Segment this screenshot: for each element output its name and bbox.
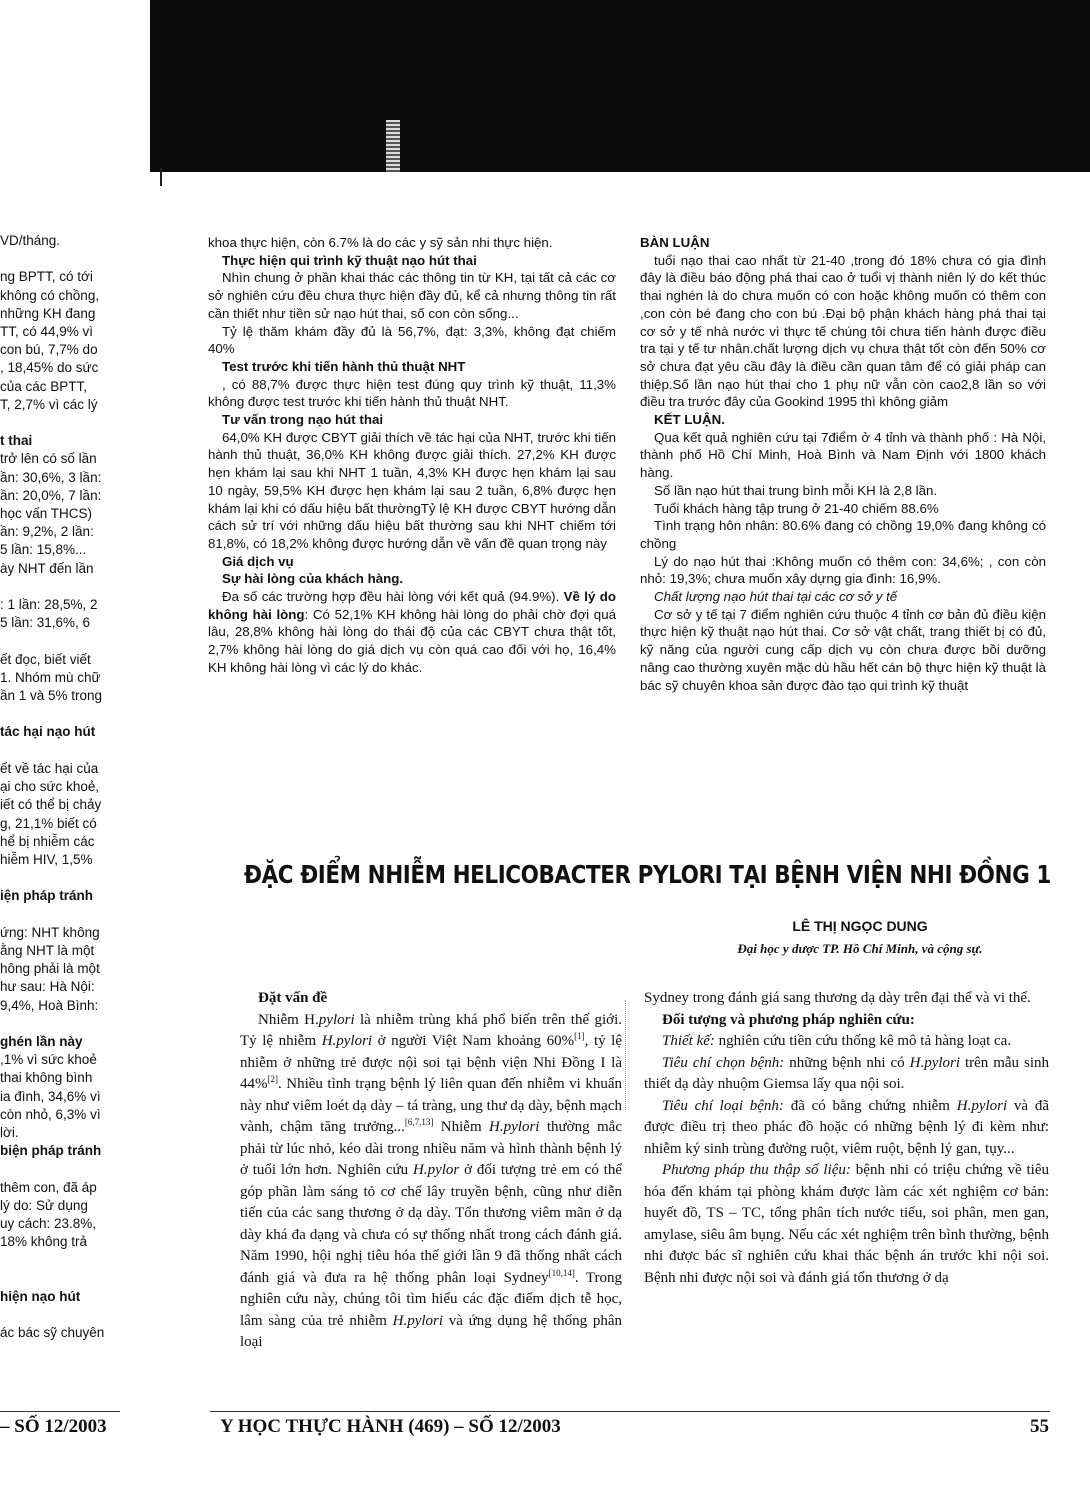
fragment-line: : 1 lần: 28,5%, 2 <box>0 597 98 613</box>
fragment-line <box>0 869 118 887</box>
fragment-line: ết về tác hại của <box>0 760 99 776</box>
fragment-line: ằng NHT là một <box>0 942 95 958</box>
fragment-line: ần: 20,0%, 7 lần: <box>0 487 102 503</box>
inclusion-paragraph: Tiêu chí chọn bệnh: những bệnh nhi có H.pylori trên mẫu sinh thiết dạ dày nhuộm Giemsa lấy qua nội soi. <box>644 1054 1049 1092</box>
fragment-line <box>0 1251 118 1269</box>
fragment-line: 1. Nhóm mù chữ <box>0 669 101 685</box>
fragment-line <box>0 250 118 268</box>
fragment-line: con bú, 7,7% do <box>0 342 98 358</box>
fragment-line: ghén lần này <box>0 1033 83 1049</box>
introduction-paragraph: Nhiễm H.pylori là nhiễm trùng khá phổ biến trên thế giới. Tỷ lệ nhiễm H.pylori ở người Việt Nam khoảng 60%[1], tỷ lệ nhiễm ở những trẻ được nội soi tại bệnh viện Nhi Đồng I là 44%[2]. Nhiều tình trạng bệnh lý liên quan đến nhiễm vi khuẩn này như viêm loét dạ dày – tá tràng, ung thư dạ dày, bệnh mạch vành, chậm tăng trưởng...[6,7,13] Nhiễm H.pylori thường mắc phải từ lúc nhỏ, kéo dài trong nhiều năm và hình thành bệnh lý ở tuổi lớn hơn. Nghiên cứu H.pylor ở đối tượng trẻ em có thể góp phần làm sáng tỏ cơ chế lây truyền bệnh, cũng như diễn tiến của các sang thương ở dạ dày. Tổn thương viêm mãn ở dạ dày khá đa dạng và chưa có sự thống nhất trong cách đánh giá. Năm 1990, hội nghị tiêu hóa thế giới lần 9 đã thống nhất cách đánh giá và đưa ra hệ thống phân loại Sydney[10,14]. Trong nghiên cứu này, chúng tôi tìm hiểu các đặc điểm dịch tễ học, lâm sàng của trẻ nhiễm H.pylori và ứng dụng hệ thống phân loại <box>240 1011 622 1350</box>
paragraph: Chất lượng nạo hút thai tại các cơ sở y tế <box>654 589 898 605</box>
fragment-line: tác hại nạo hút <box>0 724 96 740</box>
fragment-line: ia đình, 34,6% vì <box>0 1088 101 1104</box>
column-divider-dots <box>625 1000 628 1110</box>
footer-journal-name: Y HỌC THỰC HÀNH (469) – SỐ 12/2003 <box>220 1416 561 1437</box>
section-heading: Test trước khi tiến hành thủ thuật NHT <box>222 358 466 374</box>
fragment-line: 5 lần: 15,8%... <box>0 542 87 558</box>
section-heading: Thực hiện qui trình kỹ thuật nạo hút thai <box>222 252 477 268</box>
fragment-line: g, 21,1% biết có <box>0 815 97 831</box>
fragment-line: trở lên có số lần <box>0 451 97 467</box>
fragment-line: ứng: NHT không <box>0 924 100 940</box>
fragment-line <box>0 414 118 432</box>
paragraph: , có 88,7% được thực hiện test đúng quy trình kỹ thuật, 11,3% không được test trước khi tiến hành thủ thuật NHT. <box>208 376 616 410</box>
section-heading: Sự hài lòng của khách hàng. <box>222 571 404 587</box>
footer-left-issue: – SỐ 12/2003 <box>0 1416 107 1437</box>
fragment-line: không có chồng, <box>0 287 100 303</box>
footer-rule <box>210 1411 1050 1412</box>
header-left-blank <box>0 0 150 172</box>
fragment-line: T, 2,7% vì các lý <box>0 396 98 412</box>
paragraph: Cơ sở y tế tại 7 điểm nghiên cứu thuộc 4 tỉnh cơ bản đủ điều kiện thực hiện kỹ thuật nạo hút thai. Cơ sở vật chất, trang thiết bị có đủ, kỹ năng của người cung cấp dịch vụ còn chưa được bồi dưỡng nâng cao thường xuyên mặc dù hầu hết cán bộ thực hiện kỹ thuật là bác sỹ chuyên khoa sản được đào tạo qui trình kỹ thuật <box>640 606 1046 693</box>
footer-rule-left <box>0 1411 120 1412</box>
fragment-line: ác bác sỹ chuyên <box>0 1325 105 1341</box>
article1-column-a <box>208 234 616 677</box>
fragment-line: còn nhỏ, 6,3% vì <box>0 1106 101 1122</box>
paragraph: Đa số các trường hợp đều hài lòng với kết quả (94.9%). Về lý do không hài lòng: Có 52,1% KH không hài lòng do phải chờ đợi quá lâu, 28,8% không hài lòng do thái độ của các CBYT chưa thật tốt, 2,7% không hài lòng do giá dịch vụ còn quá cao đối với họ, 16,4% KH không hài lòng vì các lý do khác. <box>208 589 616 675</box>
fragment-line <box>0 705 118 723</box>
fragment-line: , 18,45% do sức <box>0 360 99 376</box>
design-paragraph: Thiết kế: nghiên cứu tiền cứu thống kê mô tả hàng loạt ca. <box>662 1033 1012 1049</box>
fragment-line: VD/tháng. <box>0 233 61 248</box>
header-stripe-mark <box>386 120 400 172</box>
fragment-line: iết có thể bị chảy <box>0 797 102 813</box>
paragraph: Qua kết quả nghiên cứu tại 7điểm ở 4 tỉnh và thành phố : Hà Nội, thành phố Hồ Chí Minh, Hoà Bình và Nam Định với 1800 khách hàng. <box>640 429 1046 481</box>
section-heading: Giá dịch vụ <box>222 553 294 569</box>
fragment-line: hư sau: Hà Nội: <box>0 979 95 995</box>
left-page-fragment-column <box>0 232 118 1342</box>
header-tick-mark <box>160 168 162 186</box>
section-heading-methods: Đối tượng và phương pháp nghiên cứu: <box>662 1011 915 1028</box>
continued-paragraph: Sydney trong đánh giá sang thương dạ dày trên đại thể và vi thể. <box>644 990 1031 1006</box>
fragment-line: iện pháp tránh <box>0 888 94 904</box>
fragment-line: ng BPTT, có tới <box>0 269 93 285</box>
article-affiliation: Đại học y dược TP. Hồ Chí Minh, và cộng sự. <box>737 941 983 956</box>
fragment-line: ần: 9,2%, 2 lần: <box>0 524 94 540</box>
fragment-line: 18% không trả <box>0 1234 88 1250</box>
fragment-line: ày NHT đến lần <box>0 560 94 576</box>
fragment-line: ết đọc, biết viết <box>0 651 91 667</box>
paragraph: Tuổi khách hàng tập trung ở 21-40 chiếm 88.6% <box>654 500 939 516</box>
section-heading: Tư vấn trong nạo hút thai <box>222 412 384 428</box>
fragment-line <box>0 906 118 924</box>
fragment-line <box>0 1160 118 1178</box>
fragment-line: của các BPTT, <box>0 378 88 394</box>
fragment-line: hể bị nhiễm các <box>0 833 95 849</box>
paragraph: tuổi nạo thai cao nhất từ 21-40 ,trong đó 18% chưa có gia đình đây là điều báo động phá thai cao ở tuổi vị thành niên lý do kết thúc thai nghén là do chưa muốn có con hoặc không muốn có thêm con ,con còn bé đang cho con bú .Đại bộ phận khách hàng phá thai tại cơ sở y tế nhà nước vì thực tế chúng tôi chưa tiến hành được điều tra tại y tế tư nhân.chất lượng dịch vụ chưa thật tốt còn đến 50% cơ sở chưa đạt yêu cầu đây là điều cần quan tâm để có giải pháp can thiệp.Số lần nạo hút thai cho 1 phụ nữ vẫn còn cao2,8 lần so với điều tra trước đây của Gookind 1995 thì không giảm <box>640 252 1046 410</box>
fragment-line <box>0 1270 118 1288</box>
header-black-band <box>150 0 1090 172</box>
article-author: LÊ THỊ NGỌC DUNG <box>792 918 928 934</box>
fragment-line <box>0 1306 118 1324</box>
fragment-line: hiễm HIV, 1,5% <box>0 851 93 867</box>
data-collection-paragraph: Phương pháp thu thập số liệu: bệnh nhi có triệu chứng về tiêu hóa đến khám tại phòng khám được làm các xét nghiệm cơ bản: huyết đồ, TS – TC, tổng phân tích nước tiểu, soi phân, men gan, amylase, siêu âm bụng. Nếu các xét nghiệm trên bình thường, bệnh nhi được bác sĩ nghiên cứu khai thác bệnh án trước khi nội soi. Bệnh nhi được nội soi và đánh giá tổn thương ở dạ <box>644 1162 1049 1286</box>
article1-column-b <box>640 234 1046 694</box>
exclusion-paragraph: Tiêu chí loại bệnh: đã có bằng chứng nhiễm H.pylori và đã được điều trị theo phác đồ hoặc có những bệnh lý đi kèm như: nhiễm ký sinh trùng đường ruột, viêm ruột, bệnh lý gan, tụy... <box>644 1097 1049 1157</box>
fragment-line: hông phải là một <box>0 961 100 977</box>
fragment-line <box>0 742 118 760</box>
paragraph: Tỷ lệ thăm khám đầy đủ là 56,7%, đạt: 3,3%, không đạt chiếm 40% <box>208 323 616 357</box>
fragment-line <box>0 1015 118 1033</box>
section-heading: BÀN LUẬN <box>640 235 710 250</box>
article-title: ĐẶC ĐIỂM NHIỄM HELICOBACTER PYLORI TẠI BỆNH VIỆN NHI ĐỒNG 1 <box>244 860 1051 889</box>
section-heading-introduction: Đặt vấn đề <box>258 990 328 1006</box>
paragraph: khoa thực hiện, còn 6.7% là do các y sỹ sản nhi thực hiện. <box>208 235 553 250</box>
section-heading: KẾT LUẬN. <box>654 412 725 428</box>
fragment-line: t thai <box>0 433 33 449</box>
fragment-line <box>0 632 118 650</box>
fragment-line: những KH đang <box>0 305 96 321</box>
fragment-line: TT, có 44,9% vì <box>0 324 94 340</box>
fragment-line: ần 1 và 5% trong <box>0 688 103 704</box>
fragment-line: uy cách: 23.8%, <box>0 1215 97 1231</box>
paragraph: Số lần nạo hút thai trung bình mỗi KH là 2,8 lần. <box>654 482 938 498</box>
fragment-line: lý do: Sử dụng <box>0 1197 88 1213</box>
fragment-line: ần: 30,6%, 3 lần: <box>0 469 102 485</box>
fragment-line: biện pháp tránh <box>0 1143 102 1159</box>
paragraph: Tình trạng hôn nhân: 80.6% đang có chồng 19,0% đang không có chồng <box>640 518 1046 551</box>
fragment-line: 5 lần: 31,6%, 6 <box>0 615 91 631</box>
fragment-line: hiện nạo hút <box>0 1288 81 1304</box>
paragraph: 64,0% KH được CBYT giải thích về tác hại của NHT, trước khi tiến hành thủ thuật, 36,0% KH không được giải thích. 27,2% KH được hẹn khám lại sau khi NHT 1 tuần, 4,3% KH được hẹn khám lại sau 10 ngày, 59,5% KH được hẹn khám lại sau 2 tuần, 6,8% được hẹn khám lại khi có dấu hiệu bất thườngTỷ lệ KH được CBYT hướng dẫn cách sử trí với những dấu hiệu bất thường sau khi NHT chiếm tới 81,8%, có 18,2% không được hướng dẫn về vấn đề quan trọng này <box>208 429 616 551</box>
fragment-line: ại cho sức khoẻ, <box>0 779 100 795</box>
fragment-line: lời. <box>0 1124 19 1140</box>
fragment-line: thêm con, đã áp <box>0 1179 97 1195</box>
paragraph: Lý do nạo hút thai :Không muốn có thêm con: 34,6%; , con còn nhỏ: 19,3%; chưa muốn xây dựng gia đình: 16,9%. <box>640 553 1046 587</box>
fragment-line: học vấn THCS) <box>0 506 93 522</box>
fragment-line <box>0 578 118 596</box>
footer-page-number: 55 <box>1030 1416 1049 1437</box>
article2-column-d <box>644 988 1049 1289</box>
fragment-line: thai không bình <box>0 1070 93 1086</box>
article2-column-c <box>240 988 622 1354</box>
fragment-line: ,1% vì sức khoẻ <box>0 1052 97 1068</box>
paragraph: Nhìn chung ở phần khai thác các thông tin từ KH, tại tất cả các cơ sở nghiên cứu đều chưa thực hiện đầy đủ, kể cả nhưng thông tin rất cần thiết như tiền sử nạo hút thai, số con còn sống... <box>208 270 616 321</box>
fragment-line: 9,4%, Hoà Bình: <box>0 997 99 1013</box>
